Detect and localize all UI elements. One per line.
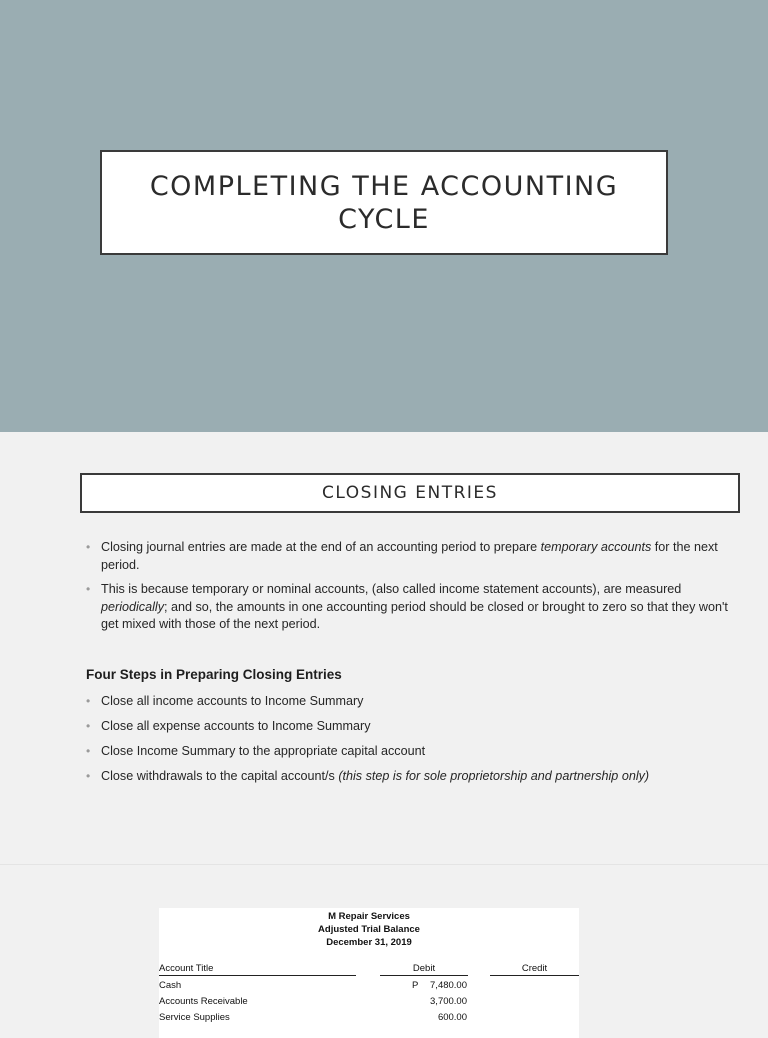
steps-list xyxy=(86,693,732,793)
slide-title: COMPLETING THE ACCOUNTING CYCLE xyxy=(149,170,619,235)
step-item xyxy=(86,718,732,736)
trial-balance-header xyxy=(159,910,579,949)
intro-bullet-list xyxy=(86,539,732,641)
trial-balance-slide xyxy=(0,864,768,1025)
bullet-text: Closing journal entries are made at the end of an accounting period to prepare xyxy=(101,540,541,554)
intro-bullet xyxy=(86,581,732,634)
bullet-text: for the next period. xyxy=(101,540,718,572)
bullet-icon: • xyxy=(86,769,91,783)
table-row xyxy=(159,1012,579,1028)
step-note: (this step is for sole proprietorship and partnership only) xyxy=(338,769,650,783)
bullet-icon: • xyxy=(86,540,91,554)
trial-balance-table xyxy=(159,908,579,1038)
step-text: Close all expense accounts to Income Summary xyxy=(101,719,371,733)
bullet-text: ; and so, the amounts in one accounting period should be closed or brought to zero so that they won't get mixed with those of the next period. xyxy=(101,599,728,631)
account-cell: Cash xyxy=(159,980,182,991)
title-box xyxy=(100,150,668,255)
title-slide xyxy=(0,0,768,432)
report-name: Adjusted Trial Balance xyxy=(318,924,420,935)
step-item xyxy=(86,693,732,711)
step-item xyxy=(86,768,732,786)
column-debit: Debit xyxy=(380,963,468,976)
table-row xyxy=(159,980,579,996)
table-row xyxy=(159,996,579,1012)
currency-cell: P xyxy=(412,980,419,991)
steps-title: Four Steps in Preparing Closing Entries xyxy=(86,667,342,682)
company-name: M Repair Services xyxy=(328,911,410,922)
table-body xyxy=(159,980,579,1028)
step-item xyxy=(86,743,732,761)
heading-box xyxy=(80,473,740,513)
bullet-emphasis: temporary accounts xyxy=(540,540,652,554)
step-text: Close all income accounts to Income Summary xyxy=(101,694,364,708)
slide-heading: CLOSING ENTRIES xyxy=(322,483,498,503)
account-cell: Service Supplies xyxy=(159,1012,230,1023)
bullet-icon: • xyxy=(86,744,91,758)
account-cell: Accounts Receivable xyxy=(159,996,248,1007)
closing-entries-slide xyxy=(0,432,768,864)
bullet-icon: • xyxy=(86,582,91,596)
bullet-icon: • xyxy=(86,694,91,708)
debit-cell: 7,480.00 xyxy=(430,980,467,991)
column-credit: Credit xyxy=(490,963,579,976)
step-text: Close Income Summary to the appropriate capital account xyxy=(101,744,426,758)
debit-cell: 600.00 xyxy=(437,1012,467,1023)
report-date: December 31, 2019 xyxy=(326,937,412,948)
step-text: Close withdrawals to the capital account/s xyxy=(101,769,339,783)
intro-bullet xyxy=(86,539,732,574)
bullet-emphasis: periodically xyxy=(101,599,164,614)
bullet-text: This is because temporary or nominal accounts, (also called income statement accounts), are measured xyxy=(101,582,682,596)
bullet-icon: • xyxy=(86,719,91,733)
debit-cell: 3,700.00 xyxy=(430,996,467,1007)
column-headers xyxy=(159,963,579,977)
column-account-title: Account Title xyxy=(159,963,356,976)
